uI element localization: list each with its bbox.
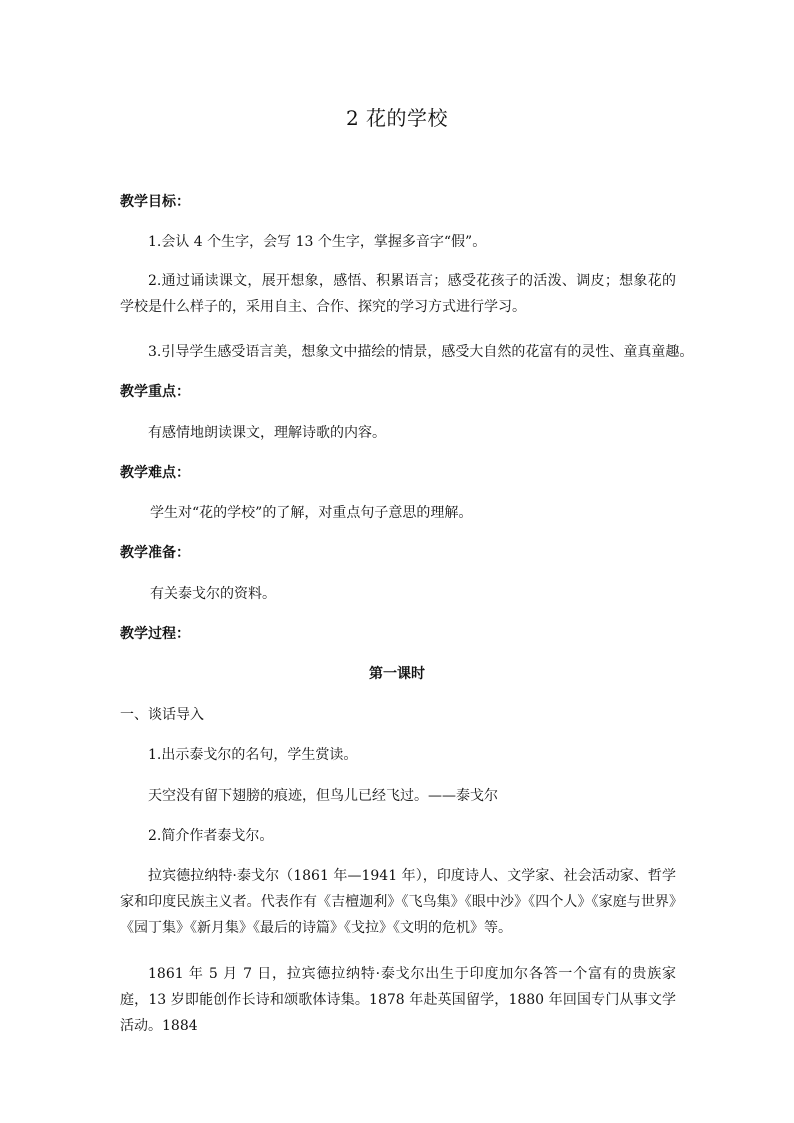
- quote-line: 天空没有留下翅膀的痕迹，但鸟儿已经飞过。——泰戈尔: [148, 788, 498, 804]
- difficulties-text: 学生对“花的学校”的了解，对重点句子意思的理解。: [150, 505, 473, 521]
- key-points-heading: 教学重点：: [120, 384, 190, 400]
- goal-item-1: 1.会认 4 个生字，会写 13 个生字，掌握多音字“假”。: [148, 234, 487, 250]
- key-points-text: 有感情地朗读课文，理解诗歌的内容。: [148, 425, 386, 441]
- preparation-heading: 教学准备：: [120, 545, 190, 561]
- step-2: 2.简介作者泰戈尔。: [148, 828, 274, 844]
- author-bio-paragraph: 拉宾德拉纳特·泰戈尔（1861 年—1941 年），印度诗人、文学家、社会活动家、哲学家和印度民族主义者。代表作有《吉檀迦利》《飞鸟集》《眼中沙》《四个人》《家庭与世界》《园丁集》《新月集》《最后的诗篇》《戈拉》《文明的危机》等。: [120, 868, 676, 936]
- section-heading-1: 一、谈话导入: [120, 707, 204, 723]
- page-title: 2 花的学校: [345, 106, 449, 130]
- goal-item-3: 3.引导学生感受语言美，想象文中描绘的情景，感受大自然的花富有的灵性、童真童趣。: [148, 344, 694, 360]
- goal-item-2: 2.通过诵读课文，展开想象，感悟、积累语言；感受花孩子的活泼、调皮；想象花的学校是什么样子的，采用自主、合作、探究的学习方式进行学习。: [120, 273, 676, 315]
- difficulties-heading: 教学难点：: [120, 465, 190, 481]
- goals-heading: 教学目标：: [120, 194, 190, 210]
- process-heading: 教学过程：: [120, 626, 190, 642]
- step-1: 1.出示泰戈尔的名句，学生赏读。: [148, 747, 358, 763]
- lesson-title: 第一课时: [369, 666, 425, 682]
- author-biography-continued: 1861 年 5 月 7 日，拉宾德拉纳特·泰戈尔出生于印度加尔各答一个富有的贵族家庭，13 岁即能创作长诗和颂歌体诗集。1878 年赴英国留学，1880 年回国专门从事文学活动。1884: [120, 966, 676, 1034]
- preparation-text: 有关泰戈尔的资料。: [150, 586, 276, 602]
